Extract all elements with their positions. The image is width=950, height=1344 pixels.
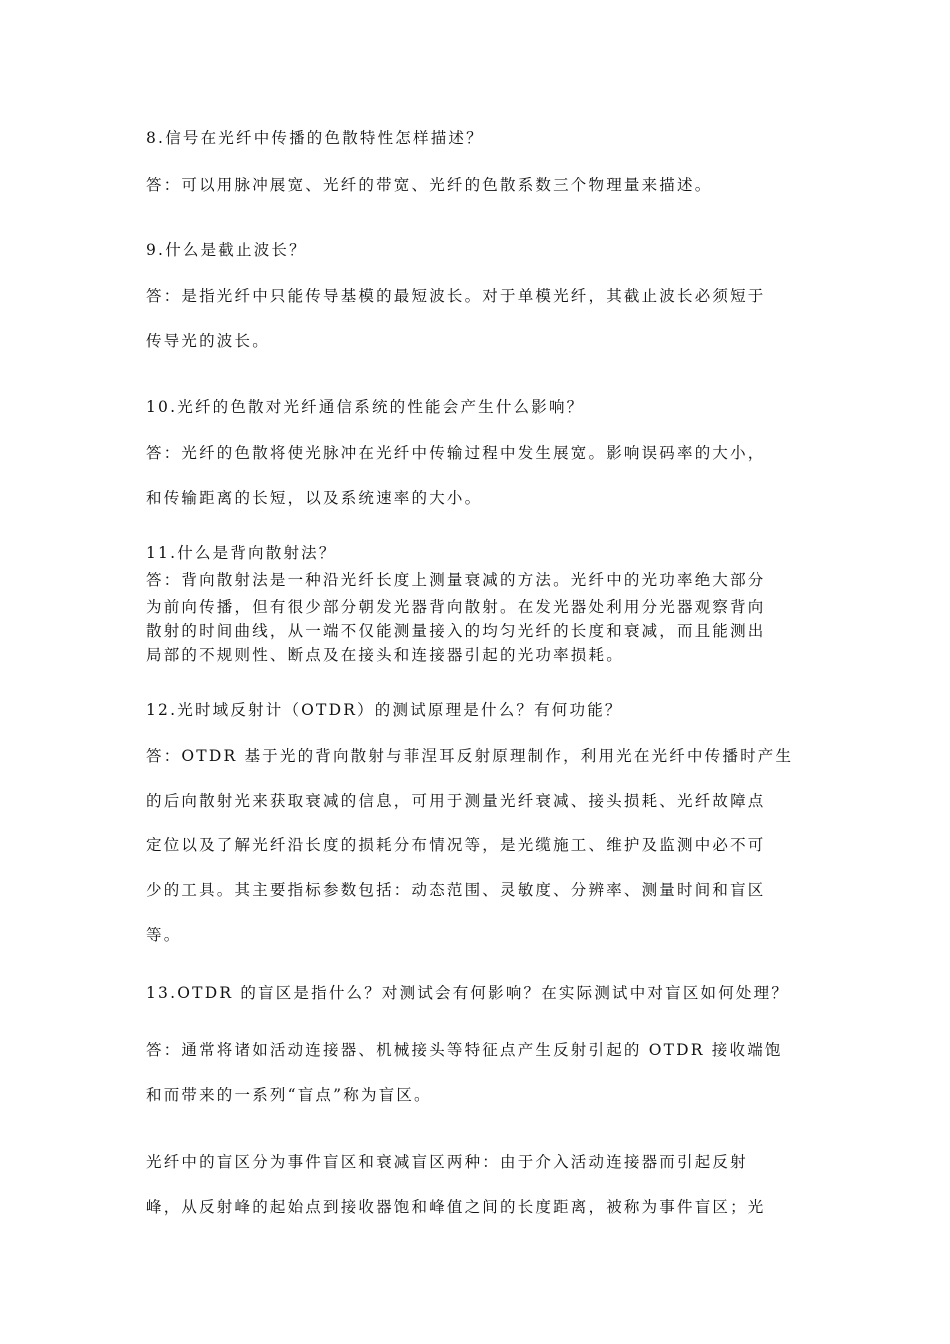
answer-8-line-1: 答：可以用脉冲展宽、光纤的带宽、光纤的色散系数三个物理量来描述。 <box>146 176 713 194</box>
answer-12-line-1: 答：OTDR 基于光的背向散射与菲涅耳反射原理制作，利用光在光纤中传播时产生 <box>146 747 794 765</box>
answer-12-line-3: 定位以及了解光纤沿长度的损耗分布情况等，是光缆施工、维护及监测中必不可 <box>146 836 766 854</box>
answer-13-line-2: 和而带来的一系列“盲点”称为盲区。 <box>146 1086 432 1104</box>
answer-10-line-2: 和传输距离的长短，以及系统速率的大小。 <box>146 489 483 507</box>
answer-12-line-4: 少的工具。其主要指标参数包括：动态范围、灵敏度、分辨率、测量时间和盲区 <box>146 881 766 899</box>
answer-11-line-4: 局部的不规则性、断点及在接头和连接器引起的光功率损耗。 <box>146 646 624 664</box>
answer-11-line-3: 散射的时间曲线，从一端不仅能测量接入的均匀光纤的长度和衰减，而且能测出 <box>146 622 766 640</box>
paragraph-line-1: 光纤中的盲区分为事件盲区和衰减盲区两种：由于介入活动连接器而引起反射 <box>146 1153 748 1171</box>
answer-10-line-1: 答：光纤的色散将使光脉冲在光纤中传输过程中发生展宽。影响误码率的大小， <box>146 444 766 462</box>
question-9: 9.什么是截止波长？ <box>146 241 307 259</box>
question-8: 8.信号在光纤中传播的色散特性怎样描述？ <box>146 129 484 147</box>
answer-12-line-2: 的后向散射光来获取衰减的信息，可用于测量光纤衰减、接头损耗、光纤故障点 <box>146 792 766 810</box>
answer-9-line-1: 答：是指光纤中只能传导基模的最短波长。对于单模光纤，其截止波长必须短于 <box>146 287 766 305</box>
question-12: 12.光时域反射计（OTDR）的测试原理是什么？有何功能？ <box>146 701 623 719</box>
answer-11-line-2: 为前向传播，但有很少部分朝发光器背向散射。在发光器处利用分光器观察背向 <box>146 598 766 616</box>
answer-9-line-2: 传导光的波长。 <box>146 332 270 350</box>
question-10: 10.光纤的色散对光纤通信系统的性能会产生什么影响？ <box>146 398 585 416</box>
answer-11-line-1: 答：背向散射法是一种沿光纤长度上测量衰减的方法。光纤中的光功率绝大部分 <box>146 571 766 589</box>
answer-13-line-1: 答：通常将诸如活动连接器、机械接头等特征点产生反射引起的 OTDR 接收端饱 <box>146 1041 783 1059</box>
paragraph-line-2: 峰，从反射峰的起始点到接收器饱和峰值之间的长度距离，被称为事件盲区；光 <box>146 1198 766 1216</box>
question-13: 13.OTDR 的盲区是指什么？对测试会有何影响？在实际测试中对盲区如何处理？ <box>146 984 790 1002</box>
answer-12-line-5: 等。 <box>146 926 182 944</box>
question-11: 11.什么是背向散射法？ <box>146 544 337 562</box>
